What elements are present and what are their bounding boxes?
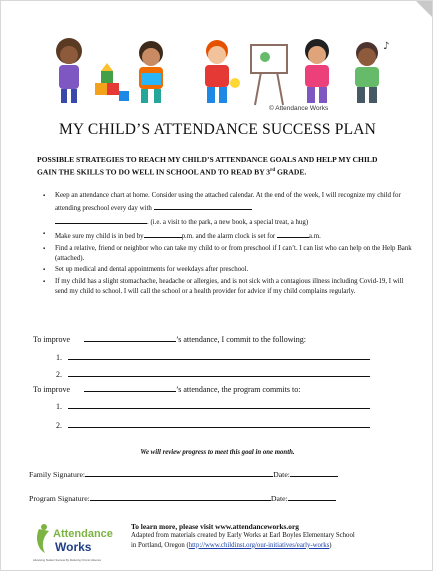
family-signature-row <box>29 468 409 479</box>
family-date-field[interactable] <box>290 468 338 477</box>
strategies-list <box>37 191 417 299</box>
strategy-item: ▪ Find a relative, friend or neighbor who can take my child to or from preschool if I can’t. I can list who can help on the Help Bank (attached). <box>55 244 417 265</box>
child-name-blank-2[interactable] <box>84 382 176 392</box>
family-commitment-1-blank[interactable] <box>68 350 370 360</box>
program-signature-field[interactable] <box>90 492 271 501</box>
family-commitment-2 <box>56 367 376 379</box>
commit-text: ’s attendance, the program commits to: <box>176 385 301 394</box>
strategy-item: ▪ Set up medical and dental appointments for weekdays after preschool. <box>55 265 417 275</box>
strategy-text: . (i.e. a visit to the park, a new book, a special treat, a hug) <box>147 218 309 226</box>
attendance-works-logo <box>31 519 131 565</box>
strategy-item: ▪ If my child has a slight stomachache, headache or allergies, and is not sick with a contagious illness including Covid-19, I will send my child to school. I will call the school or a health provider for advice if my child complains regularly. <box>55 277 417 298</box>
item-number: 2. <box>56 421 62 430</box>
family-commitment-2-blank[interactable] <box>68 367 370 377</box>
reward-blank-line-2[interactable] <box>55 215 147 224</box>
child-figure-2 <box>139 41 163 103</box>
strategy-item <box>55 191 417 228</box>
strategy-text: Keep an attendance chart at home. Consider using the attached calendar. At the end of the week, I will recognize my child for attending preschool every day with <box>55 192 401 213</box>
strategy-text: a.m. <box>308 233 321 241</box>
child-figure-4 <box>305 39 329 103</box>
program-commitment-2 <box>56 418 376 430</box>
toy-blocks <box>95 63 129 101</box>
item-number: 1. <box>56 402 62 411</box>
grade-number: 3 <box>266 167 271 177</box>
bedtime-blank-line[interactable] <box>144 229 182 238</box>
reward-blank-line[interactable] <box>154 201 252 210</box>
logo-word-works: Works <box>55 540 92 554</box>
strategy-item <box>55 229 417 242</box>
improve-label: To improve <box>33 335 70 344</box>
program-date-field[interactable] <box>288 492 336 501</box>
grade-superscript: rd <box>270 167 276 173</box>
item-number: 1. <box>56 353 62 362</box>
footer-location-text: in Portland, Oregon ( <box>131 541 189 549</box>
family-signature-label: Family Signature: <box>29 470 86 479</box>
svg-text:♪: ♪ <box>383 41 390 52</box>
program-commitment-line <box>33 382 403 394</box>
family-signature-field[interactable] <box>85 468 273 477</box>
strategies-heading-end: GRADE. <box>275 167 307 177</box>
early-works-link[interactable]: http://www.childinst.org/our-initiatives/early-works <box>188 541 330 549</box>
item-number: 2. <box>56 370 62 379</box>
copyright-notice: © Attendance Works <box>269 105 329 112</box>
strategy-text: p.m. and the alarm clock is set for <box>181 233 276 241</box>
family-commitment-line <box>33 332 403 344</box>
program-commitment-1-blank[interactable] <box>68 399 370 409</box>
page-title: MY CHILD’S ATTENDANCE SUCCESS PLAN <box>58 121 377 138</box>
strategies-heading <box>37 155 397 178</box>
commit-text: ’s attendance, I commit to the following: <box>176 335 306 344</box>
program-signature-label: Program Signature: <box>29 494 90 503</box>
strategies-heading-line2: GAIN THE SKILLS TO DO WELL IN SCHOOL AND TO READ BY <box>37 167 267 177</box>
footer-credit: Adapted from materials created by Early Works at Earl Boyles Elementary School <box>131 532 355 540</box>
easel <box>251 45 287 105</box>
family-commitment-1 <box>56 350 376 362</box>
review-note: We will review progress to meet this goal in one month. <box>140 449 295 456</box>
child-figure-5 <box>355 41 389 103</box>
strategy-text: Make sure my child is in bed by <box>55 233 144 241</box>
child-figure-1 <box>56 38 82 103</box>
child-figure-3 <box>205 40 240 103</box>
program-signature-row <box>29 492 409 503</box>
logo-leaf-icon <box>37 529 49 553</box>
footer-info <box>131 522 431 550</box>
program-commitment-2-blank[interactable] <box>68 418 370 428</box>
date-label: Date: <box>273 470 290 479</box>
footer-learn-more: To learn more, please visit www.attendanceworks.org <box>131 522 299 531</box>
date-label: Date: <box>270 494 288 503</box>
strategies-heading-line1: POSSIBLE STRATEGIES TO REACH MY CHILD’S ATTENDANCE GOALS AND HELP MY CHILD <box>37 155 378 164</box>
child-name-blank-1[interactable] <box>84 332 176 342</box>
improve-label: To improve <box>33 385 70 394</box>
children-illustration <box>37 31 397 109</box>
alarm-blank-line[interactable] <box>277 229 309 238</box>
logo-tagline: Advancing Student Success By Reducing Chronic Absence <box>33 559 102 562</box>
page-corner-fold <box>416 1 432 17</box>
footer-location-end: ) <box>329 541 332 549</box>
program-commitment-1 <box>56 399 376 411</box>
footer-location <box>131 541 431 550</box>
logo-word-attendance: Attendance <box>53 528 113 540</box>
